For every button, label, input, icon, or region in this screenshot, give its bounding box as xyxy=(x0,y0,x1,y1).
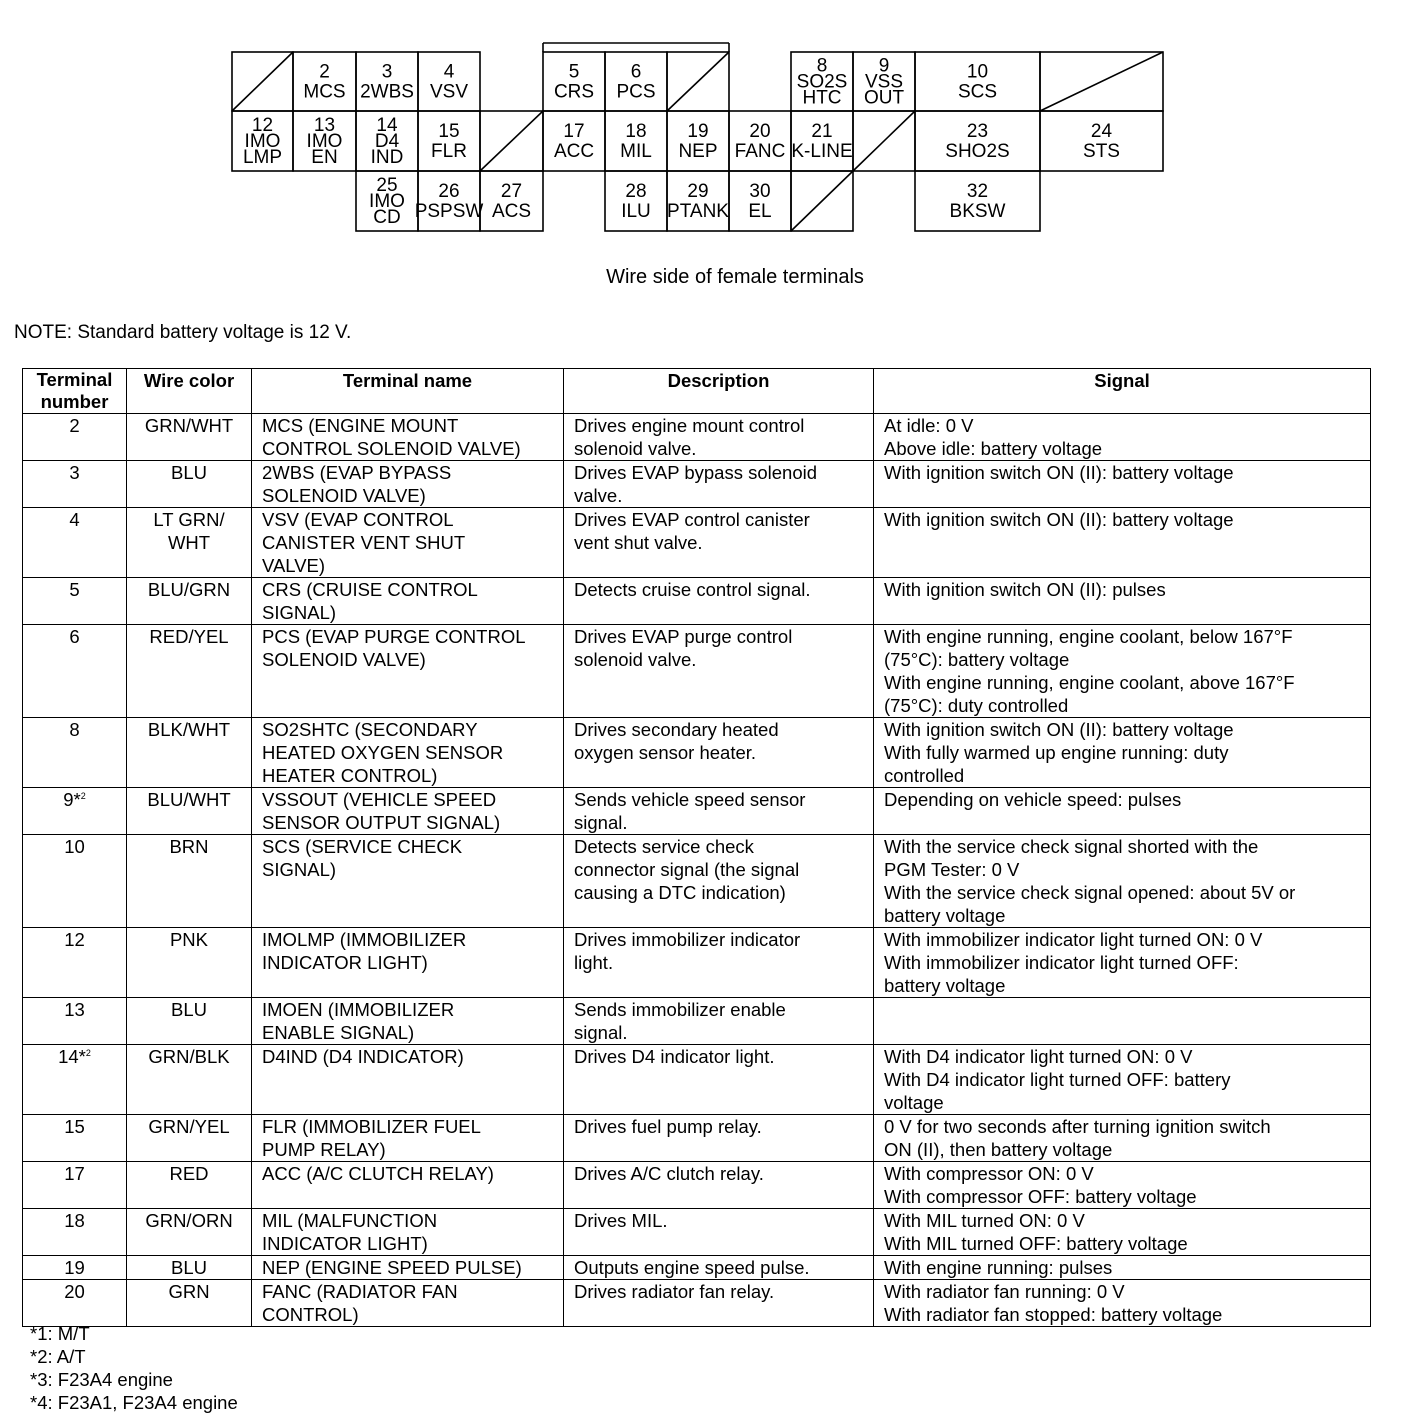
connector-pin-label: 8 SO2S HTC xyxy=(796,55,848,109)
cell-wire-color: LT GRN/ WHT xyxy=(127,508,252,578)
cell-description: Drives secondary heated oxygen sensor heater. xyxy=(564,718,874,788)
cell-terminal-number: 3 xyxy=(23,461,127,508)
connector-pin-label: 25 IMO CD xyxy=(369,175,405,228)
table-row xyxy=(23,788,1371,835)
connector-pin-label: 9 VSS OUT xyxy=(863,55,905,109)
connector-pin-label: 20 FANC xyxy=(734,121,786,162)
cell-description: Drives D4 indicator light. xyxy=(564,1045,874,1115)
cell-terminal-number: 9*$^2$ xyxy=(23,788,127,835)
diagram-caption: Wire side of female terminals xyxy=(606,266,864,288)
cell-description: Drives MIL. xyxy=(564,1209,874,1256)
connector-pin-label: 29 PTANK xyxy=(667,181,729,222)
cell-terminal-name: VSSOUT (VEHICLE SPEED SENSOR OUTPUT SIGNAL) xyxy=(252,788,564,835)
cell-terminal-name: IMOEN (IMMOBILIZER ENABLE SIGNAL) xyxy=(252,998,564,1045)
footnote: *4: F23A1, F23A4 engine xyxy=(30,1392,238,1413)
table-row xyxy=(23,1256,1371,1280)
connector-pin-label: 26 PSPSW xyxy=(414,181,484,222)
cell-signal: With D4 indicator light turned ON: 0 V With D4 indicator light turned OFF: battery voltage xyxy=(874,1045,1371,1115)
footnote: *1: M/T xyxy=(30,1323,90,1344)
cell-terminal-number: 15 xyxy=(23,1115,127,1162)
table-row xyxy=(23,1209,1371,1256)
table-row xyxy=(23,625,1371,718)
connector-pin-label: 30 EL xyxy=(748,181,772,222)
table-row xyxy=(23,414,1371,461)
cell-signal: With radiator fan running: 0 V With radiator fan stopped: battery voltage xyxy=(874,1280,1371,1327)
cell-terminal-name: MCS (ENGINE MOUNT CONTROL SOLENOID VALVE) xyxy=(252,414,564,461)
cell-terminal-number: 2 xyxy=(23,414,127,461)
header-terminal-number: Terminal number xyxy=(23,369,127,414)
connector-pin-label: 14 D4 IND xyxy=(370,115,404,168)
cell-terminal-number: 12 xyxy=(23,928,127,998)
connector-pin-label: 10 SCS xyxy=(957,61,998,103)
cell-signal: With ignition switch ON (II): battery voltage With fully warmed up engine running: duty controlled xyxy=(874,718,1371,788)
footnotes xyxy=(30,1322,238,1414)
cell-terminal-number: 5 xyxy=(23,578,127,625)
cell-signal: With engine running: pulses xyxy=(874,1256,1371,1280)
table-row xyxy=(23,1162,1371,1209)
table-row xyxy=(23,1115,1371,1162)
cell-wire-color: GRN/BLK xyxy=(127,1045,252,1115)
cell-terminal-name: ACC (A/C CLUTCH RELAY) xyxy=(252,1162,564,1209)
footnote-marker: 2 xyxy=(80,790,86,801)
connector-pin-label: 17 ACC xyxy=(553,121,595,162)
cell-wire-color: BLU xyxy=(127,1256,252,1280)
cell-terminal-name: NEP (ENGINE SPEED PULSE) xyxy=(252,1256,564,1280)
connector-pin-label: 13 IMO EN xyxy=(306,115,343,168)
cell-terminal-name: FLR (IMMOBILIZER FUEL PUMP RELAY) xyxy=(252,1115,564,1162)
cell-terminal-name: IMOLMP (IMMOBILIZER INDICATOR LIGHT) xyxy=(252,928,564,998)
header-signal: Signal xyxy=(874,369,1371,414)
cell-terminal-number: 4 xyxy=(23,508,127,578)
cell-signal: With immobilizer indicator light turned ON: 0 V With immobilizer indicator light turned OFF: battery voltage xyxy=(874,928,1371,998)
connector-pin-label: 12 IMO LMP xyxy=(242,115,283,168)
terminal-table xyxy=(22,368,1371,1327)
cell-terminal-name: FANC (RADIATOR FAN CONTROL) xyxy=(252,1280,564,1327)
cell-wire-color: GRN/YEL xyxy=(127,1115,252,1162)
header-terminal-name: Terminal name xyxy=(252,369,564,414)
table-row xyxy=(23,718,1371,788)
table-header-row xyxy=(23,369,1371,414)
connector-pin-label: 4 VSV xyxy=(429,61,469,103)
cell-description: Detects cruise control signal. xyxy=(564,578,874,625)
cell-signal: At idle: 0 V Above idle: battery voltage xyxy=(874,414,1371,461)
table-row xyxy=(23,1280,1371,1327)
connector-pin-label: 24 STS xyxy=(1083,121,1120,162)
table-row xyxy=(23,835,1371,928)
cell-wire-color: BLU/GRN xyxy=(127,578,252,625)
table-row xyxy=(23,461,1371,508)
cell-terminal-name: 2WBS (EVAP BYPASS SOLENOID VALVE) xyxy=(252,461,564,508)
header-description: Description xyxy=(564,369,874,414)
header-wire-color: Wire color xyxy=(127,369,252,414)
cell-terminal-number: 19 xyxy=(23,1256,127,1280)
cell-wire-color: BRN xyxy=(127,835,252,928)
cell-description: Drives fuel pump relay. xyxy=(564,1115,874,1162)
cell-wire-color: BLU xyxy=(127,998,252,1045)
cell-signal xyxy=(874,998,1371,1045)
connector-pin-label: 28 ILU xyxy=(621,181,651,222)
table-row xyxy=(23,998,1371,1045)
cell-signal: With ignition switch ON (II): battery voltage xyxy=(874,508,1371,578)
connector-pin-label: 19 NEP xyxy=(678,121,718,162)
cell-terminal-number: 18 xyxy=(23,1209,127,1256)
table-row xyxy=(23,508,1371,578)
cell-wire-color: GRN/ORN xyxy=(127,1209,252,1256)
connector-pin-label: 21 K-LINE xyxy=(791,121,853,162)
connector-pin-label: 18 MIL xyxy=(620,121,652,162)
cell-wire-color: BLU xyxy=(127,461,252,508)
cell-wire-color: RED/YEL xyxy=(127,625,252,718)
cell-terminal-number: 14*$^2$ xyxy=(23,1045,127,1115)
cell-signal: With ignition switch ON (II): battery voltage xyxy=(874,461,1371,508)
cell-wire-color: PNK xyxy=(127,928,252,998)
connector-pin-label: 2 MCS xyxy=(303,61,346,103)
cell-description: Drives EVAP control canister vent shut valve. xyxy=(564,508,874,578)
cell-terminal-number: 6 xyxy=(23,625,127,718)
cell-terminal-name: CRS (CRUISE CONTROL SIGNAL) xyxy=(252,578,564,625)
connector-pin-label: 5 CRS xyxy=(553,61,595,103)
cell-description: Sends immobilizer enable signal. xyxy=(564,998,874,1045)
connector-diagram xyxy=(0,0,1408,260)
connector-pin-label: 15 FLR xyxy=(431,121,467,162)
cell-description: Drives immobilizer indicator light. xyxy=(564,928,874,998)
cell-terminal-name: D4IND (D4 INDICATOR) xyxy=(252,1045,564,1115)
cell-wire-color: BLU/WHT xyxy=(127,788,252,835)
cell-terminal-name: MIL (MALFUNCTION INDICATOR LIGHT) xyxy=(252,1209,564,1256)
cell-signal: Depending on vehicle speed: pulses xyxy=(874,788,1371,835)
connector-pin-label: 27 ACS xyxy=(491,181,532,222)
cell-terminal-number: 13 xyxy=(23,998,127,1045)
connector-pin-label: 32 BKSW xyxy=(949,181,1006,222)
cell-description: Drives engine mount control solenoid valve. xyxy=(564,414,874,461)
cell-terminal-number: 10 xyxy=(23,835,127,928)
cell-signal: With compressor ON: 0 V With compressor OFF: battery voltage xyxy=(874,1162,1371,1209)
cell-signal: With ignition switch ON (II): pulses xyxy=(874,578,1371,625)
cell-wire-color: BLK/WHT xyxy=(127,718,252,788)
cell-wire-color: GRN xyxy=(127,1280,252,1327)
cell-signal: 0 V for two seconds after turning ignition switch ON (II), then battery voltage xyxy=(874,1115,1371,1162)
connector-pin-label: 6 PCS xyxy=(616,61,656,103)
cell-description: Drives radiator fan relay. xyxy=(564,1280,874,1327)
cell-description: Outputs engine speed pulse. xyxy=(564,1256,874,1280)
cell-signal: With the service check signal shorted with the PGM Tester: 0 V With the service check signal opened: about 5V or battery voltage xyxy=(874,835,1371,928)
cell-description: Drives EVAP bypass solenoid valve. xyxy=(564,461,874,508)
table-row xyxy=(23,578,1371,625)
voltage-note: NOTE: Standard battery voltage is 12 V. xyxy=(14,322,352,343)
cell-terminal-name: PCS (EVAP PURGE CONTROL SOLENOID VALVE) xyxy=(252,625,564,718)
cell-terminal-name: SO2SHTC (SECONDARY HEATED OXYGEN SENSOR HEATER CONTROL) xyxy=(252,718,564,788)
cell-description: Drives EVAP purge control solenoid valve. xyxy=(564,625,874,718)
cell-description: Sends vehicle speed sensor signal. xyxy=(564,788,874,835)
connector-pin-label: 3 2WBS xyxy=(360,61,414,103)
footnote: *2: A/T xyxy=(30,1346,86,1367)
table-row xyxy=(23,928,1371,998)
cell-signal: With engine running, engine coolant, below 167°F (75°C): battery voltage With engine running, engine coolant, above 167°F (75°C): duty controlled xyxy=(874,625,1371,718)
cell-wire-color: RED xyxy=(127,1162,252,1209)
footnote-marker: 2 xyxy=(85,1047,91,1058)
cell-terminal-name: SCS (SERVICE CHECK SIGNAL) xyxy=(252,835,564,928)
cell-wire-color: GRN/WHT xyxy=(127,414,252,461)
cell-terminal-number: 20 xyxy=(23,1280,127,1327)
cell-terminal-name: VSV (EVAP CONTROL CANISTER VENT SHUT VALVE) xyxy=(252,508,564,578)
cell-description: Detects service check connector signal (the signal causing a DTC indication) xyxy=(564,835,874,928)
connector-pin-label: 23 SHO2S xyxy=(945,121,1010,162)
footnote: *3: F23A4 engine xyxy=(30,1369,173,1390)
cell-signal: With MIL turned ON: 0 V With MIL turned OFF: battery voltage xyxy=(874,1209,1371,1256)
cell-description: Drives A/C clutch relay. xyxy=(564,1162,874,1209)
cell-terminal-number: 17 xyxy=(23,1162,127,1209)
table-row xyxy=(23,1045,1371,1115)
cell-terminal-number: 8 xyxy=(23,718,127,788)
